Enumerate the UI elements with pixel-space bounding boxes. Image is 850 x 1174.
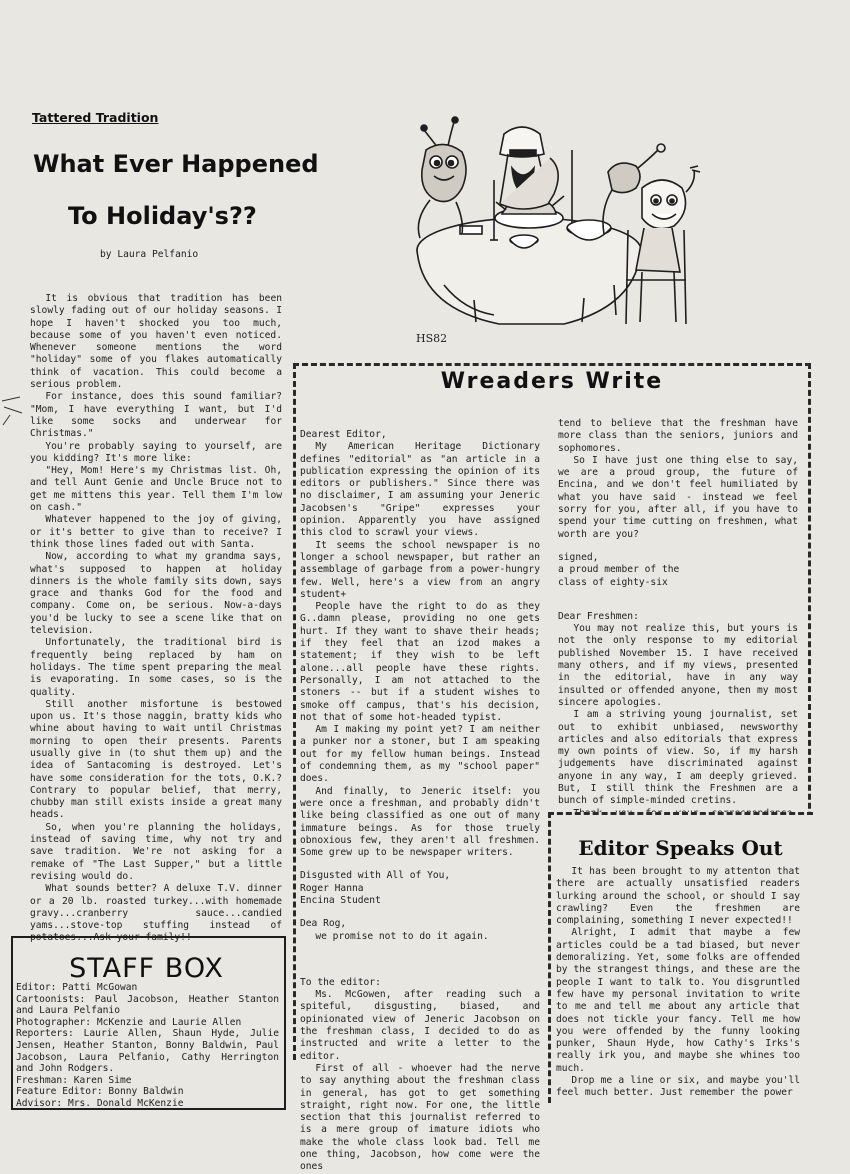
article-paragraph: What sounds better? A deluxe T.V. dinner or a 20 lb. roasted turkey...with homemade gravy...cranberry sauce...candied yams...stove-top stuffing instead of potatoes...Ask your family!! [30,883,282,944]
letter1-paragraph: My American Heritage Dictionary defines "editorial" as "an article in a publication expressing the opinion of its editors or publishers." Since there was no disclaimer, I am assuming your Jeneric Jacobsen's "Gripe" expresses your opinion. Apparently you have assigned this clod to scrawl your views. [300,441,540,539]
editor-paragraph: Alright, I admit that maybe a few articles could be a tad biased, but never demoralizing. Yet, some folks are offended by the strangest things, and these are the people I want to talk to. You disgruntled few have my personal invitation to write to me and tell me about any article that does not tickle your fancy. Tell me how you were offended by the funny looking punker, Shaun Hyde, how Cathy's Irks's really irk you, and maybe she whines too much. [556,927,800,1074]
article-paragraph: So, when you're planning the holidays, instead of saving time, why not try and save tradition. We're not asking for a remake of "The Last Supper," but a little revising would do. [30,821,282,882]
staff-box-heading: STAFF BOX [69,953,224,984]
letters-column-right [558,418,798,832]
letters-column-left [300,429,540,1174]
letter2-salutation: To the editor: [300,976,381,988]
staff-box-list [16,982,279,1110]
editor-paragraph: Drop me a line or six, and maybe you'll feel much better. Just remember the power [556,1075,800,1099]
letter1-salutation: Dearest Editor, [300,429,387,440]
article-paragraph: It is obvious that tradition has been slowly fading out of our holiday seasons. I hope I haven't shocked you too much, because some of you haven't even noticed. Whenever someone mentions the word "holiday" some of you flakes automatically think of vacation. This could become a serious problem. [30,293,282,391]
article-title-line1: What Ever Happened [33,150,319,178]
article-paragraph: Whatever happened to the joy of giving, or it's better to give than to receive? I think those lines faded out with Santa. [30,514,282,550]
letter2-paragraph: First of all - whoever had the nerve to say anything about the freshman class in general, has got to get something straight, right now. For one, the little section that this journalist referred to is a mere group of imature idiots who make the whole class look bad. Tell me one thing, Jacobson, how come were the ones [300,1062,540,1173]
letter1-signoff: Disgusted with All of You, [300,870,451,882]
letter1-paragraph: People have the right to do as they G..damn please, providing no one gets hurt. If they want to shave their heads; if they feel that an izod makes a statement; if they wish to be left alone...all people have these rights. Personally, I am not attached to the stoners -- but if a student wishes to smoke off campus, that's his decision, not that of some hot-headed typist. [300,601,540,723]
letter2-cont-paragraph: tend to believe that the freshman have more class than the seniors, juniors and sophomores. [558,418,798,454]
reply1-salutation: Dea Rog, [300,918,347,930]
article-paragraph: For instance, does this sound familiar? "Mom, I have everything I want, but I'd like some socks and underwear for Christmas." [30,391,282,440]
reply2-paragraph: I am a striving young journalist, set out to exhibit unbiased, newsworthy articles and also editorials that express my own points of view. So, if my harsh judgements have discriminated against anyone in any way, I am deeply grieved. But, I still think the Freshmen are a bunch of simple-minded cretins. [558,709,798,807]
letter1-name: Roger Hanna [300,882,364,894]
cartoon-signature: HS82 [416,332,448,345]
section-kicker: Tattered Tradition [32,110,159,125]
article-byline: by Laura Pelfanio [100,249,199,260]
letter1-title: Encina Student [300,894,381,906]
article-body [30,293,282,945]
article-paragraph: Still another misfortune is bestowed upon us. It's those naggin, bratty kids who whine about having to wait until Christmas morning to open their presents. Parents usually give in (to shut them up) and the idea of Santacoming is destroyed. Let's have some consideration for the tots, O.K.? Contrary to popular belief, that merry, chubby man still exists inside a great many heads. [30,698,282,821]
letter1-paragraph: It seems the school newspaper is no longer a school newspaper, but rather an assemblage of garbage from a power-hungry few. Well, here's a view from an angry student+ [300,539,540,600]
editor-paragraph: It has been brought to my attenton that there are actually unsatisfied readers lurking around the school, or should I say crawling? Even the freshmen are complaining, something I never expected!! [556,866,800,927]
holiday-dinner-cartoon [404,110,704,358]
staff-line: Photographer: McKenzie and Laurie Allen [16,1016,242,1028]
letter1-paragraph: Am I making my point yet? I am neither a punker nor a stoner, but I am speaking out for my fellow human beings. Instead of condemning them, as my "school paper" does. [300,724,540,785]
editor-speaks-heading: Editor Speaks Out [578,836,783,860]
staff-line: Reporters: Laurie Allen, Shaun Hyde, Julie Jensen, Heather Stanton, Bonny Baldwin, Paul Jacobson, Laura Pelfanio, Cathy Herrington and John Rodgers. [16,1028,279,1075]
article-paragraph: "Hey, Mom! Here's my Christmas list. Oh, and tell Aunt Genie and Uncle Bruce not to get me mittens this year. Tell them I'm low on cash." [30,465,282,514]
letter2-sign-line: class of eighty-six [558,576,668,588]
staff-line: Cartoonists: Paul Jacobson, Heather Stanton and Laura Pelfanio [16,993,279,1017]
staff-line: Editor: Patti McGowan [16,982,138,993]
wreaders-write-heading: Wreaders Write [440,369,664,394]
reply2-salutation: Dear Freshmen: [558,610,639,622]
staff-line: Freshman: Karen Sime [16,1074,132,1086]
letter2-signoff: signed, [558,551,599,563]
letter2-cont-paragraph: So I have just one thing else to say, we are a proud group, the future of Encina, and we don't feel humiliated by what you have said - instead we feel sorry for you, after all, if you have to spend your time cutting on freshmen, what worth are you? [558,454,798,540]
letter2-sign-line: a proud member of the [558,564,680,576]
letter2-paragraph: Ms. McGowen, after reading such a spiteful, disgusting, biased, and opinionated view of Jeneric Jacobson on the freshman class, I decided to do as instructed and write a letter to the editor. [300,989,540,1062]
staff-line: Feature Editor: Bonny Baldwin [16,1086,184,1098]
staff-line: Advisor: Mrs. Donald McKenzie [16,1097,184,1109]
article-paragraph: Now, according to what my grandma says, what's supposed to happen at holiday dinners is the whole family sits down, says grace and thanks God for the food and company. Come on, be serious. Now-a-days you'd be lucky to see a scene like that on television. [30,551,282,637]
letter1-paragraph: And finally, to Jeneric itself: you were once a freshman, and probably didn't like being classified as one out of many immature beings. As for those truely obnoxious few, they aren't all freshmen. Some grew up to be newspaper writers. [300,785,540,859]
editor-speaks-body [556,866,800,1100]
article-title-line2: To Holiday's?? [68,202,257,230]
article-paragraph: Unfortunately, the traditional bird is frequently being replaced by ham on holidays. The time spent preparing the meal is evaporating. In some cases, so is the quality. [30,637,282,698]
scan-artifact [0,395,24,429]
article-paragraph: You're probably saying to yourself, are you kidding? It's more like: [30,440,282,464]
reply2-paragraph: You may not realize this, but yours is not the only response to my editorial published November 15. I have received many others, and if my views, presented in the editorial, have in any way insulted or offended anyone, then my most sincere apologies. [558,623,798,708]
reply1-text: we promise not to do it again. [315,930,489,942]
